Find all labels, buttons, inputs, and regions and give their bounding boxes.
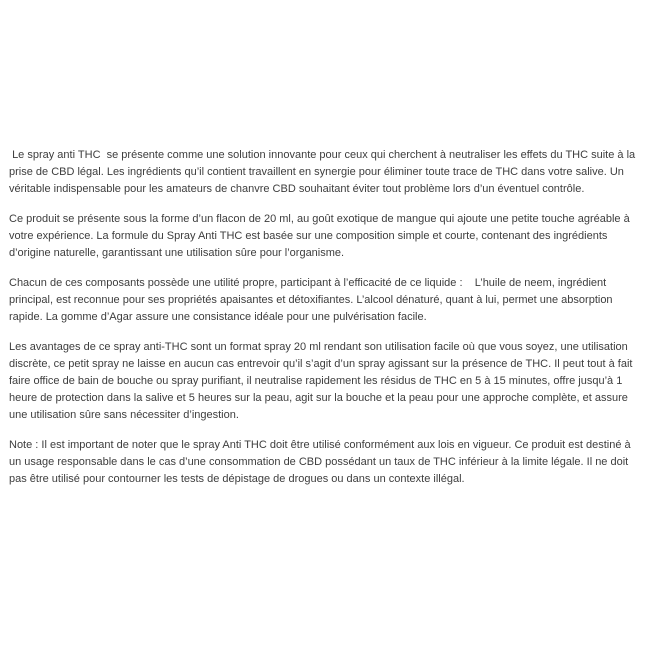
paragraph-legal-note: Note : Il est important de noter que le spray Anti THC doit être utilisé conformément aux lois en vigueur. Ce produit est destiné à un usage responsable dans le cas d’une consommation de CBD possédant un taux de THC inférieur à la limite légale. Il ne doit pas être utilisé pour contourner les tests de dépistage de drogues ou dans un contexte illégal. — [9, 439, 634, 485]
paragraph-advantages: Les avantages de ce spray anti-THC sont un format spray 20 ml rendant son utilisation facile où que vous soyez, une utilisation discrète, ce petit spray ne laisse en aucun cas entrevoir qu’il s’agit d’un spray agissant sur la présence de THC. Il peut tout à fait faire office de bain de bouche ou spray purifiant, il neutralise rapidement les résidus de THC en 5 à 15 minutes, offre jusqu’à 1 heure de protection dans la salive et 5 heures sur la peau, agit sur la bouche et la peau pour une approche complète, et assure une utilisation sûre sans nécessiter d’ingestion. — [9, 341, 636, 421]
product-description-document — [9, 147, 643, 501]
paragraph-intro: Le spray anti THC se présente comme une solution innovante pour ceux qui cherchent à neutraliser les effets du THC suite à la prise de CBD légal. Les ingrédients qu’il contient travaillent en synergie pour éliminer toute trace de THC dans votre salive. Un véritable indispensable pour les amateurs de chanvre CBD souhaitant éviter tout problème lors d’un éventuel contrôle. — [9, 149, 639, 195]
paragraph-composition: Chacun de ces composants possède une utilité propre, participant à l’efficacité de ce liquide : L’huile de neem, ingrédient principal, est reconnue pour ses propriétés apaisantes et détoxifiantes. L’alcool dénaturé, quant à lui, permet une absorption rapide. La gomme d’Agar assure une consistance idéale pour une pulvérisation facile. — [9, 277, 616, 323]
paragraph-product-format: Ce produit se présente sous la forme d’un flacon de 20 ml, au goût exotique de mangue qui ajoute une petite touche agréable à votre expérience. La formule du Spray Anti THC est basée sur une composition simple et courte, contenant des ingrédients d’origine naturelle, garantissant une utilisation sûre pour l’organisme. — [9, 213, 633, 259]
